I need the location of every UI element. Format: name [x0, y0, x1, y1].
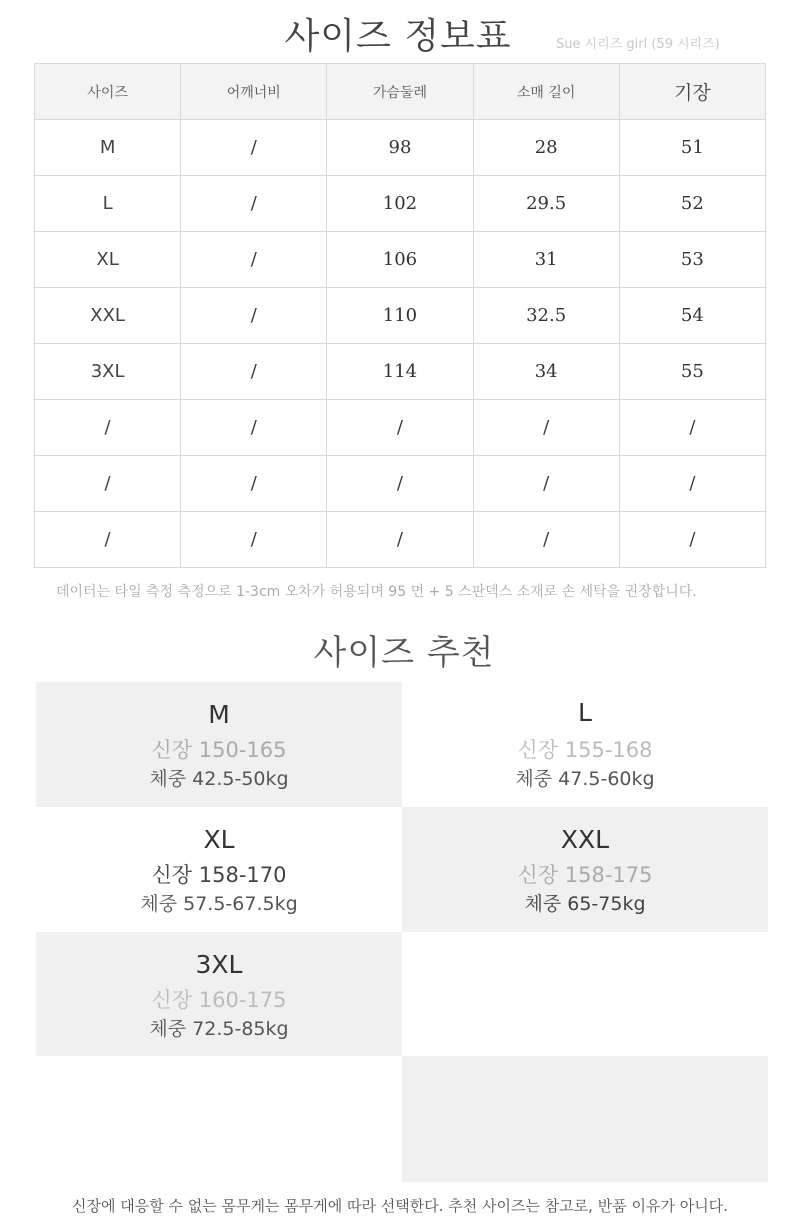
recommend-card-xl	[36, 807, 402, 932]
recommend-size: M	[208, 700, 230, 729]
table-cell: 53	[619, 232, 765, 288]
recommend-note: 신장에 대응할 수 없는 몸무게는 몸무게에 따라 선택한다. 추천 사이즈는 참고로, 반품 이유가 아니다.	[72, 1197, 728, 1215]
table-cell: /	[181, 176, 327, 232]
header-shoulder: 어깨너비	[181, 64, 327, 120]
table-cell: /	[327, 512, 473, 568]
recommend-height: 신장 158-175	[517, 863, 653, 887]
table-cell: 32.5	[473, 288, 619, 344]
table-cell: /	[35, 512, 181, 568]
recommend-card-m	[36, 682, 402, 807]
table-cell: /	[181, 344, 327, 400]
recommend-weight: 체중 65-75kg	[524, 893, 646, 915]
table-cell: 102	[327, 176, 473, 232]
recommend-title: 사이즈 추천	[313, 633, 495, 673]
recommend-card-3xl	[36, 932, 402, 1056]
size-table	[34, 63, 766, 568]
table-cell: 54	[619, 288, 765, 344]
measurement-note: 데이터는 타일 측정 측정으로 1-3cm 오차가 허용되며 95 면 + 5 스판덱스 소재로 손 세탁을 권장합니다.	[56, 584, 697, 600]
header-sleeve: 소매 길이	[473, 64, 619, 120]
table-cell: /	[619, 400, 765, 456]
table-row	[35, 512, 766, 568]
table-row	[35, 176, 766, 232]
table-cell: 51	[619, 120, 765, 176]
table-cell: 98	[327, 120, 473, 176]
recommend-height: 신장 158-170	[151, 863, 287, 887]
header-size: 사이즈	[35, 64, 181, 120]
recommend-size: XL	[203, 825, 235, 854]
table-cell: 34	[473, 344, 619, 400]
table-cell: XL	[35, 232, 181, 288]
table-cell: 29.5	[473, 176, 619, 232]
table-cell: 106	[327, 232, 473, 288]
recommend-weight: 체중 72.5-85kg	[149, 1018, 289, 1040]
header-length: 기장	[619, 64, 765, 120]
table-cell: L	[35, 176, 181, 232]
recommend-height: 신장 150-165	[151, 738, 287, 762]
table-cell: /	[619, 456, 765, 512]
recommend-card-xxl	[402, 807, 768, 932]
table-cell: 114	[327, 344, 473, 400]
page-subtitle: Sue 시리즈 girl (59 시리즈)	[556, 37, 720, 52]
table-cell: /	[181, 400, 327, 456]
table-row	[35, 288, 766, 344]
table-cell: M	[35, 120, 181, 176]
table-row	[35, 232, 766, 288]
table-cell: 55	[619, 344, 765, 400]
table-cell: /	[35, 456, 181, 512]
table-cell: /	[473, 456, 619, 512]
recommend-size: XXL	[560, 825, 610, 854]
table-header-row	[35, 64, 766, 120]
table-row	[35, 400, 766, 456]
table-cell: 31	[473, 232, 619, 288]
recommend-size: 3XL	[195, 950, 243, 979]
table-cell: XXL	[35, 288, 181, 344]
recommend-weight: 체중 42.5-50kg	[149, 768, 289, 790]
recommend-weight: 체중 57.5-67.5kg	[140, 893, 298, 915]
recommend-card-empty	[402, 1056, 768, 1182]
recommend-height: 신장 160-175	[151, 988, 287, 1012]
table-cell: /	[327, 456, 473, 512]
table-cell: /	[473, 400, 619, 456]
page-title: 사이즈 정보표	[284, 16, 512, 57]
recommend-height: 신장 155-168	[517, 738, 653, 762]
recommend-size: L	[578, 698, 592, 727]
table-cell: /	[181, 120, 327, 176]
table-cell: 28	[473, 120, 619, 176]
table-cell: /	[619, 512, 765, 568]
table-cell: 3XL	[35, 344, 181, 400]
table-cell: 52	[619, 176, 765, 232]
table-row	[35, 344, 766, 400]
recommend-card-l	[402, 682, 768, 807]
table-cell: /	[181, 232, 327, 288]
table-cell: /	[181, 456, 327, 512]
table-cell: /	[181, 512, 327, 568]
table-cell: 110	[327, 288, 473, 344]
recommend-weight: 체중 47.5-60kg	[515, 768, 655, 790]
table-cell: /	[327, 400, 473, 456]
table-cell: /	[181, 288, 327, 344]
table-row	[35, 456, 766, 512]
header-chest: 가슴둘레	[327, 64, 473, 120]
table-row	[35, 120, 766, 176]
table-cell: /	[473, 512, 619, 568]
table-cell: /	[35, 400, 181, 456]
